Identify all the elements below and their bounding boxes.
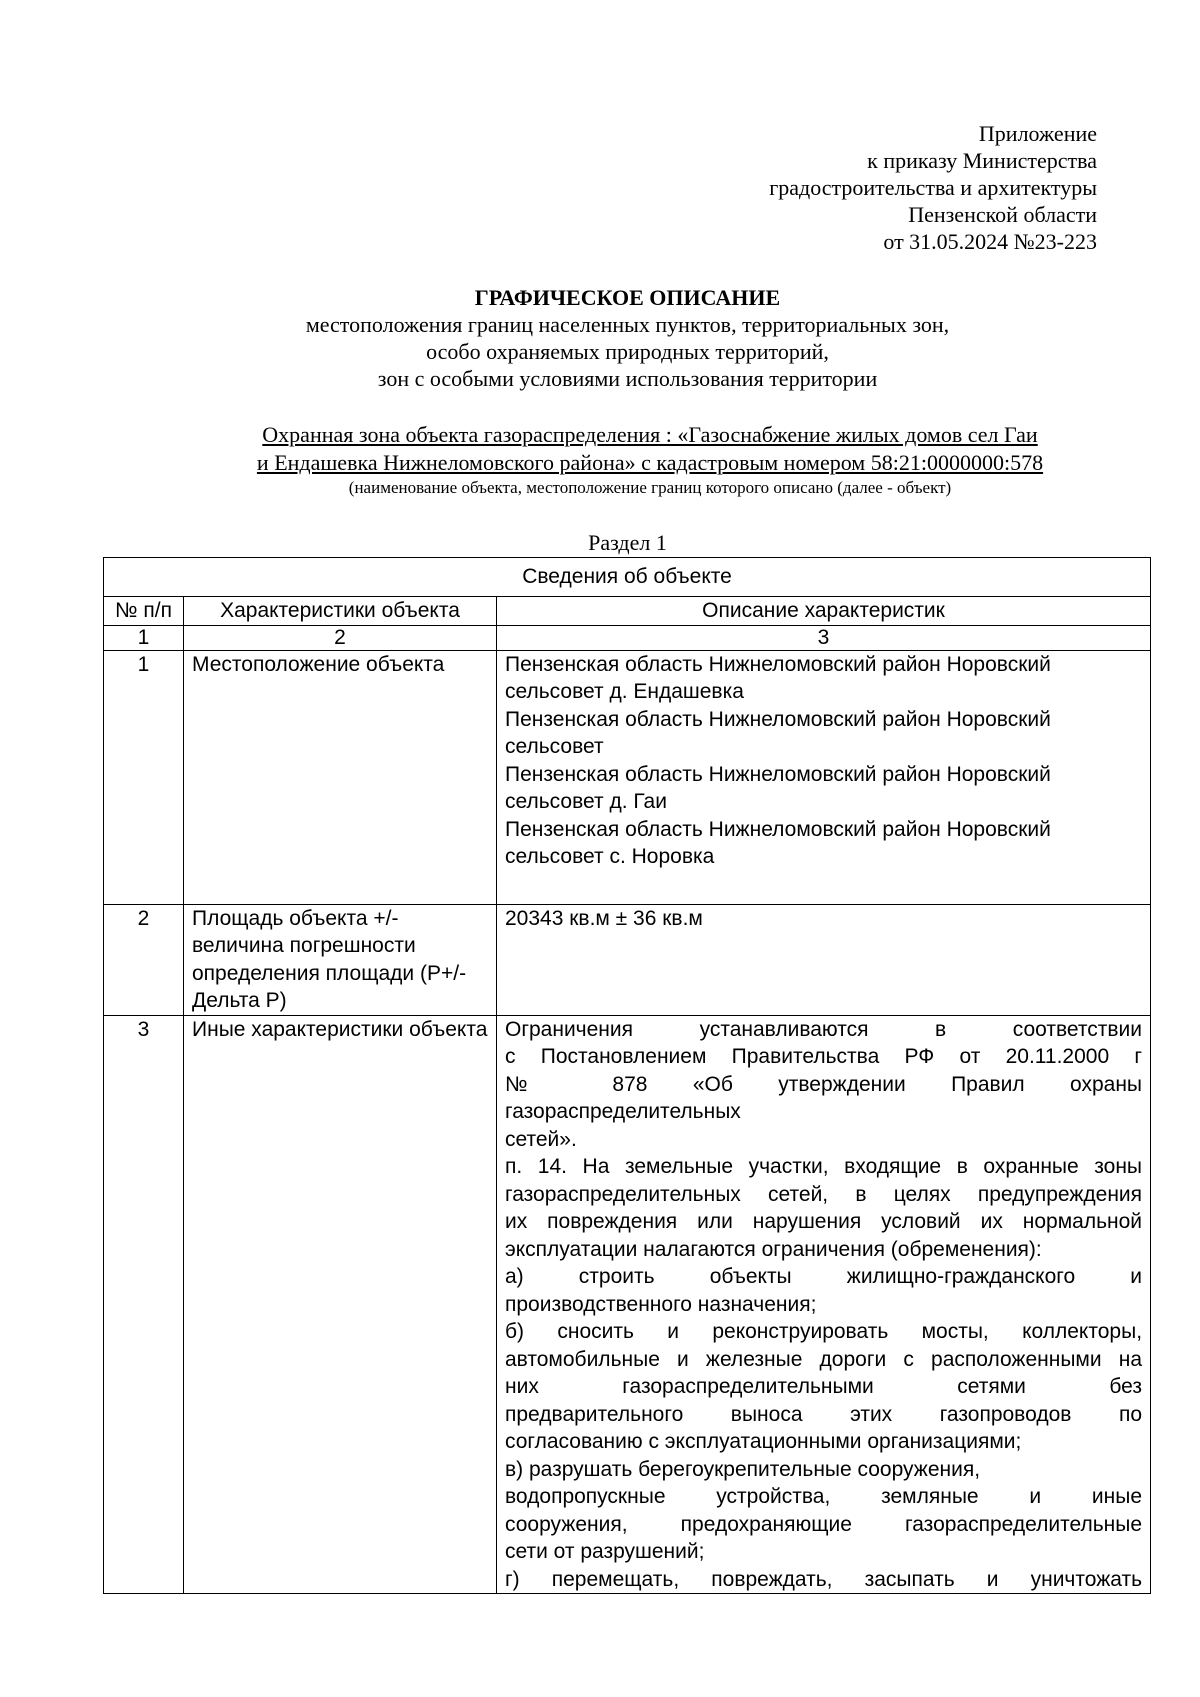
description-line: автомобильные и железные дороги с расположенными на xyxy=(505,1347,1143,1371)
description-line: Пензенская область Нижнеломовский район Норовский xyxy=(505,652,1051,676)
appendix-line: градостроительства и архитектуры xyxy=(769,175,1097,200)
description-line: № 878 «Об утверждении Правил охраны xyxy=(505,1072,1143,1096)
row-description xyxy=(497,650,1151,904)
column-number: 3 xyxy=(497,625,1151,650)
description-line: 20343 кв.м ± 36 кв.м xyxy=(505,906,703,930)
description-line: с Постановлением Правительства РФ от 20.11.2000 г xyxy=(505,1045,1143,1068)
description-line: предварительного выноса этих газопроводов по xyxy=(505,1402,1143,1426)
description-line: газораспределительных xyxy=(505,1100,741,1123)
table-row xyxy=(104,904,1151,1015)
table-title-row xyxy=(104,558,1151,597)
description-line: а) строить объекты жилищно-гражданского и xyxy=(505,1265,1143,1288)
column-number: 2 xyxy=(184,625,497,650)
document-title-block xyxy=(0,284,1200,392)
description-line: сооружения, предохраняющие газораспределительные xyxy=(505,1512,1143,1536)
table-title: Сведения об объекте xyxy=(104,558,1151,597)
column-header-number: № п/п xyxy=(104,597,184,626)
document-subtitle-line: особо охраняемых природных территорий, xyxy=(426,339,829,364)
appendix-line: от 31.05.2024 №23-223 xyxy=(883,229,1097,254)
description-line: согласованию с эксплуатационными организациями; xyxy=(505,1430,1022,1453)
description-line: Пензенская область Нижнеломовский район Норовский xyxy=(505,707,1051,731)
description-line: водопропускные устройства, земляные и иные xyxy=(505,1485,1143,1508)
row-characteristic: Иные характеристики объекта xyxy=(184,1015,497,1594)
description-line: сельсовет xyxy=(505,735,604,758)
column-header-characteristic: Характеристики объекта xyxy=(184,597,497,626)
description-line: Пензенская область Нижнеломовский район Норовский xyxy=(505,817,1051,841)
description-line: эксплуатации налагаются ограничения (обременения): xyxy=(505,1237,1042,1261)
document-subtitle-line: зон с особыми условиями использования территории xyxy=(377,366,878,391)
description-line: сельсовет с. Норовка xyxy=(505,845,715,868)
object-name-block xyxy=(200,421,1100,499)
row-number: 2 xyxy=(104,904,184,1015)
object-caption: (наименование объекта, местоположение границ которого описано (далее - объект) xyxy=(348,478,952,497)
description-line: сети от разрушений; xyxy=(505,1540,705,1563)
description-line: сельсовет д. Ендашевка xyxy=(505,680,744,703)
description-line: сетей». xyxy=(505,1127,577,1151)
description-line: производственного назначения; xyxy=(505,1292,817,1316)
description-line: сельсовет д. Гаи xyxy=(505,790,667,813)
appendix-line: к приказу Министерства xyxy=(867,148,1097,173)
table-row xyxy=(104,1015,1151,1594)
description-line: г) перемещать, повреждать, засыпать и уничтожать xyxy=(505,1567,1143,1591)
row-number: 1 xyxy=(104,650,184,904)
column-number: 1 xyxy=(104,625,184,650)
description-line: п. 14. На земельные участки, входящие в охранные зоны xyxy=(505,1155,1143,1178)
section-label: Раздел 1 xyxy=(588,530,667,555)
column-number-row xyxy=(104,625,1151,650)
appendix-line: Пензенской области xyxy=(908,202,1097,227)
description-line: Пензенская область Нижнеломовский район Норовский xyxy=(505,762,1051,786)
description-line: в) разрушать берегоукрепительные сооружения, xyxy=(505,1457,981,1481)
row-number: 3 xyxy=(104,1015,184,1594)
appendix-header xyxy=(769,120,1097,255)
row-characteristic: Площадь объекта +/- величина погрешности определения площади (Р+/- Дельта Р) xyxy=(184,904,497,1015)
row-characteristic: Местоположение объекта xyxy=(184,650,497,904)
document-subtitle-line: местоположения границ населенных пунктов, территориальных зон, xyxy=(305,312,950,337)
description-line: б) сносить и реконструировать мосты, коллекторы, xyxy=(505,1320,1143,1343)
description-line: их повреждения или нарушения условий их нормальной xyxy=(505,1210,1143,1233)
row-description xyxy=(497,1015,1151,1594)
row-description xyxy=(497,904,1151,1015)
object-name-line: Охранная зона объекта газораспределения : «Газоснабжение жилых домов сел Гаи xyxy=(262,422,1038,447)
table-header-row xyxy=(104,597,1151,626)
table-row xyxy=(104,650,1151,904)
object-info-table xyxy=(103,557,1151,1594)
description-line: них газораспределительными сетями без xyxy=(505,1375,1143,1398)
document-title: ГРАФИЧЕСКОЕ ОПИСАНИЕ xyxy=(474,285,781,310)
appendix-line: Приложение xyxy=(978,121,1097,146)
object-name-line: и Ендашевка Нижнеломовского района» с кадастровым номером 58:21:0000000:578 xyxy=(256,450,1044,475)
description-line: газораспределительных сетей, в целях предупреждения xyxy=(505,1182,1143,1206)
column-header-description: Описание характеристик xyxy=(497,597,1151,626)
description-line: Ограничения устанавливаются в соответствии xyxy=(505,1017,1143,1041)
